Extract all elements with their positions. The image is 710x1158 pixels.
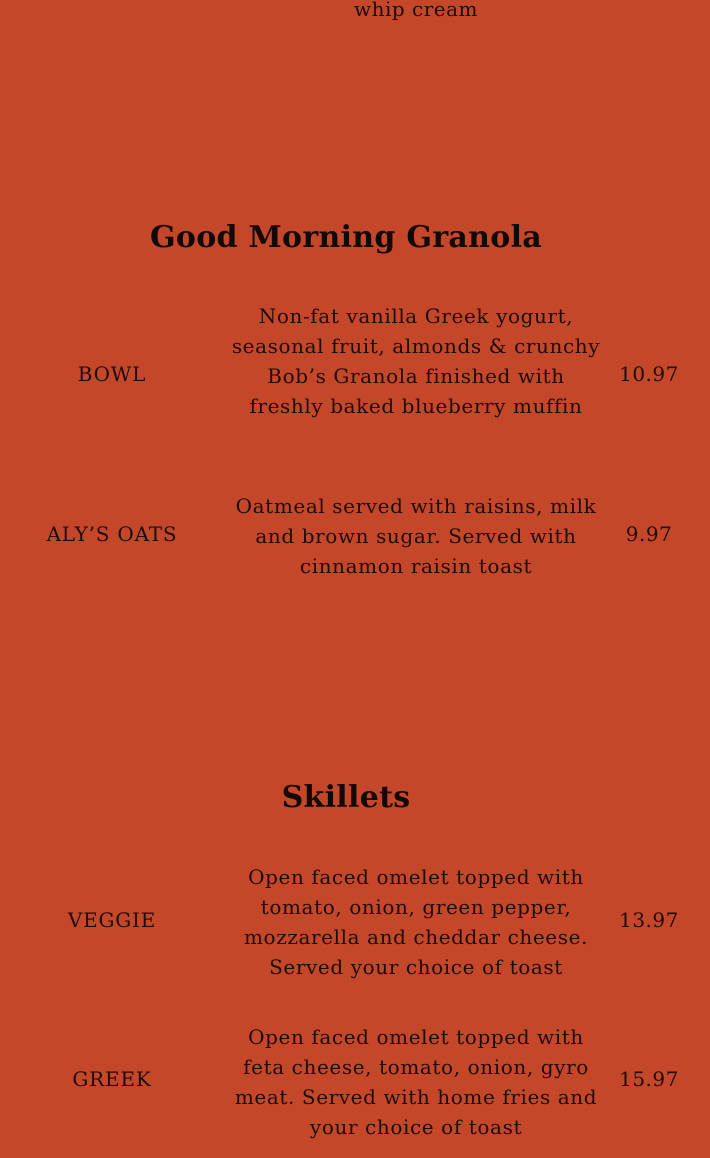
menu-item-description: Oatmeal served with raisins, milk and brown sugar. Served with cinnamon raisin toast bbox=[235, 494, 597, 578]
menu-item-name: ALY’S OATS bbox=[46, 522, 178, 546]
menu-item-price: 9.97 bbox=[625, 522, 673, 546]
menu-item-description: Open faced omelet topped with tomato, onion, green pepper, mozzarella and cheddar cheese. Served your choice of toast bbox=[243, 865, 588, 979]
section-title-good-morning-granola: Good Morning Granola bbox=[149, 220, 543, 255]
menu-item-price: 15.97 bbox=[619, 1067, 679, 1091]
menu-item-description: Non-fat vanilla Greek yogurt, seasonal fruit, almonds & crunchy Bob’s Granola finished with freshly baked blueberry muffin bbox=[231, 304, 601, 418]
menu-item-name: GREEK bbox=[72, 1067, 152, 1091]
menu-item-greek bbox=[0, 1021, 710, 1147]
menu-item-name: BOWL bbox=[77, 362, 147, 386]
menu-item-alys-oats bbox=[0, 490, 710, 586]
menu-item-description: Open faced omelet topped with feta cheese, tomato, onion, gyro meat. Served with home fries and your choice of toast bbox=[234, 1025, 598, 1139]
menu-item-price: 13.97 bbox=[619, 908, 679, 932]
section-title-skillets: Skillets bbox=[281, 780, 411, 815]
menu-item-name: VEGGIE bbox=[67, 908, 157, 932]
menu-item-price: 10.97 bbox=[619, 362, 679, 386]
previous-item-description-fragment: whip cream bbox=[353, 0, 479, 21]
menu-item-veggie bbox=[0, 861, 710, 987]
menu-item-bowl bbox=[0, 300, 710, 456]
